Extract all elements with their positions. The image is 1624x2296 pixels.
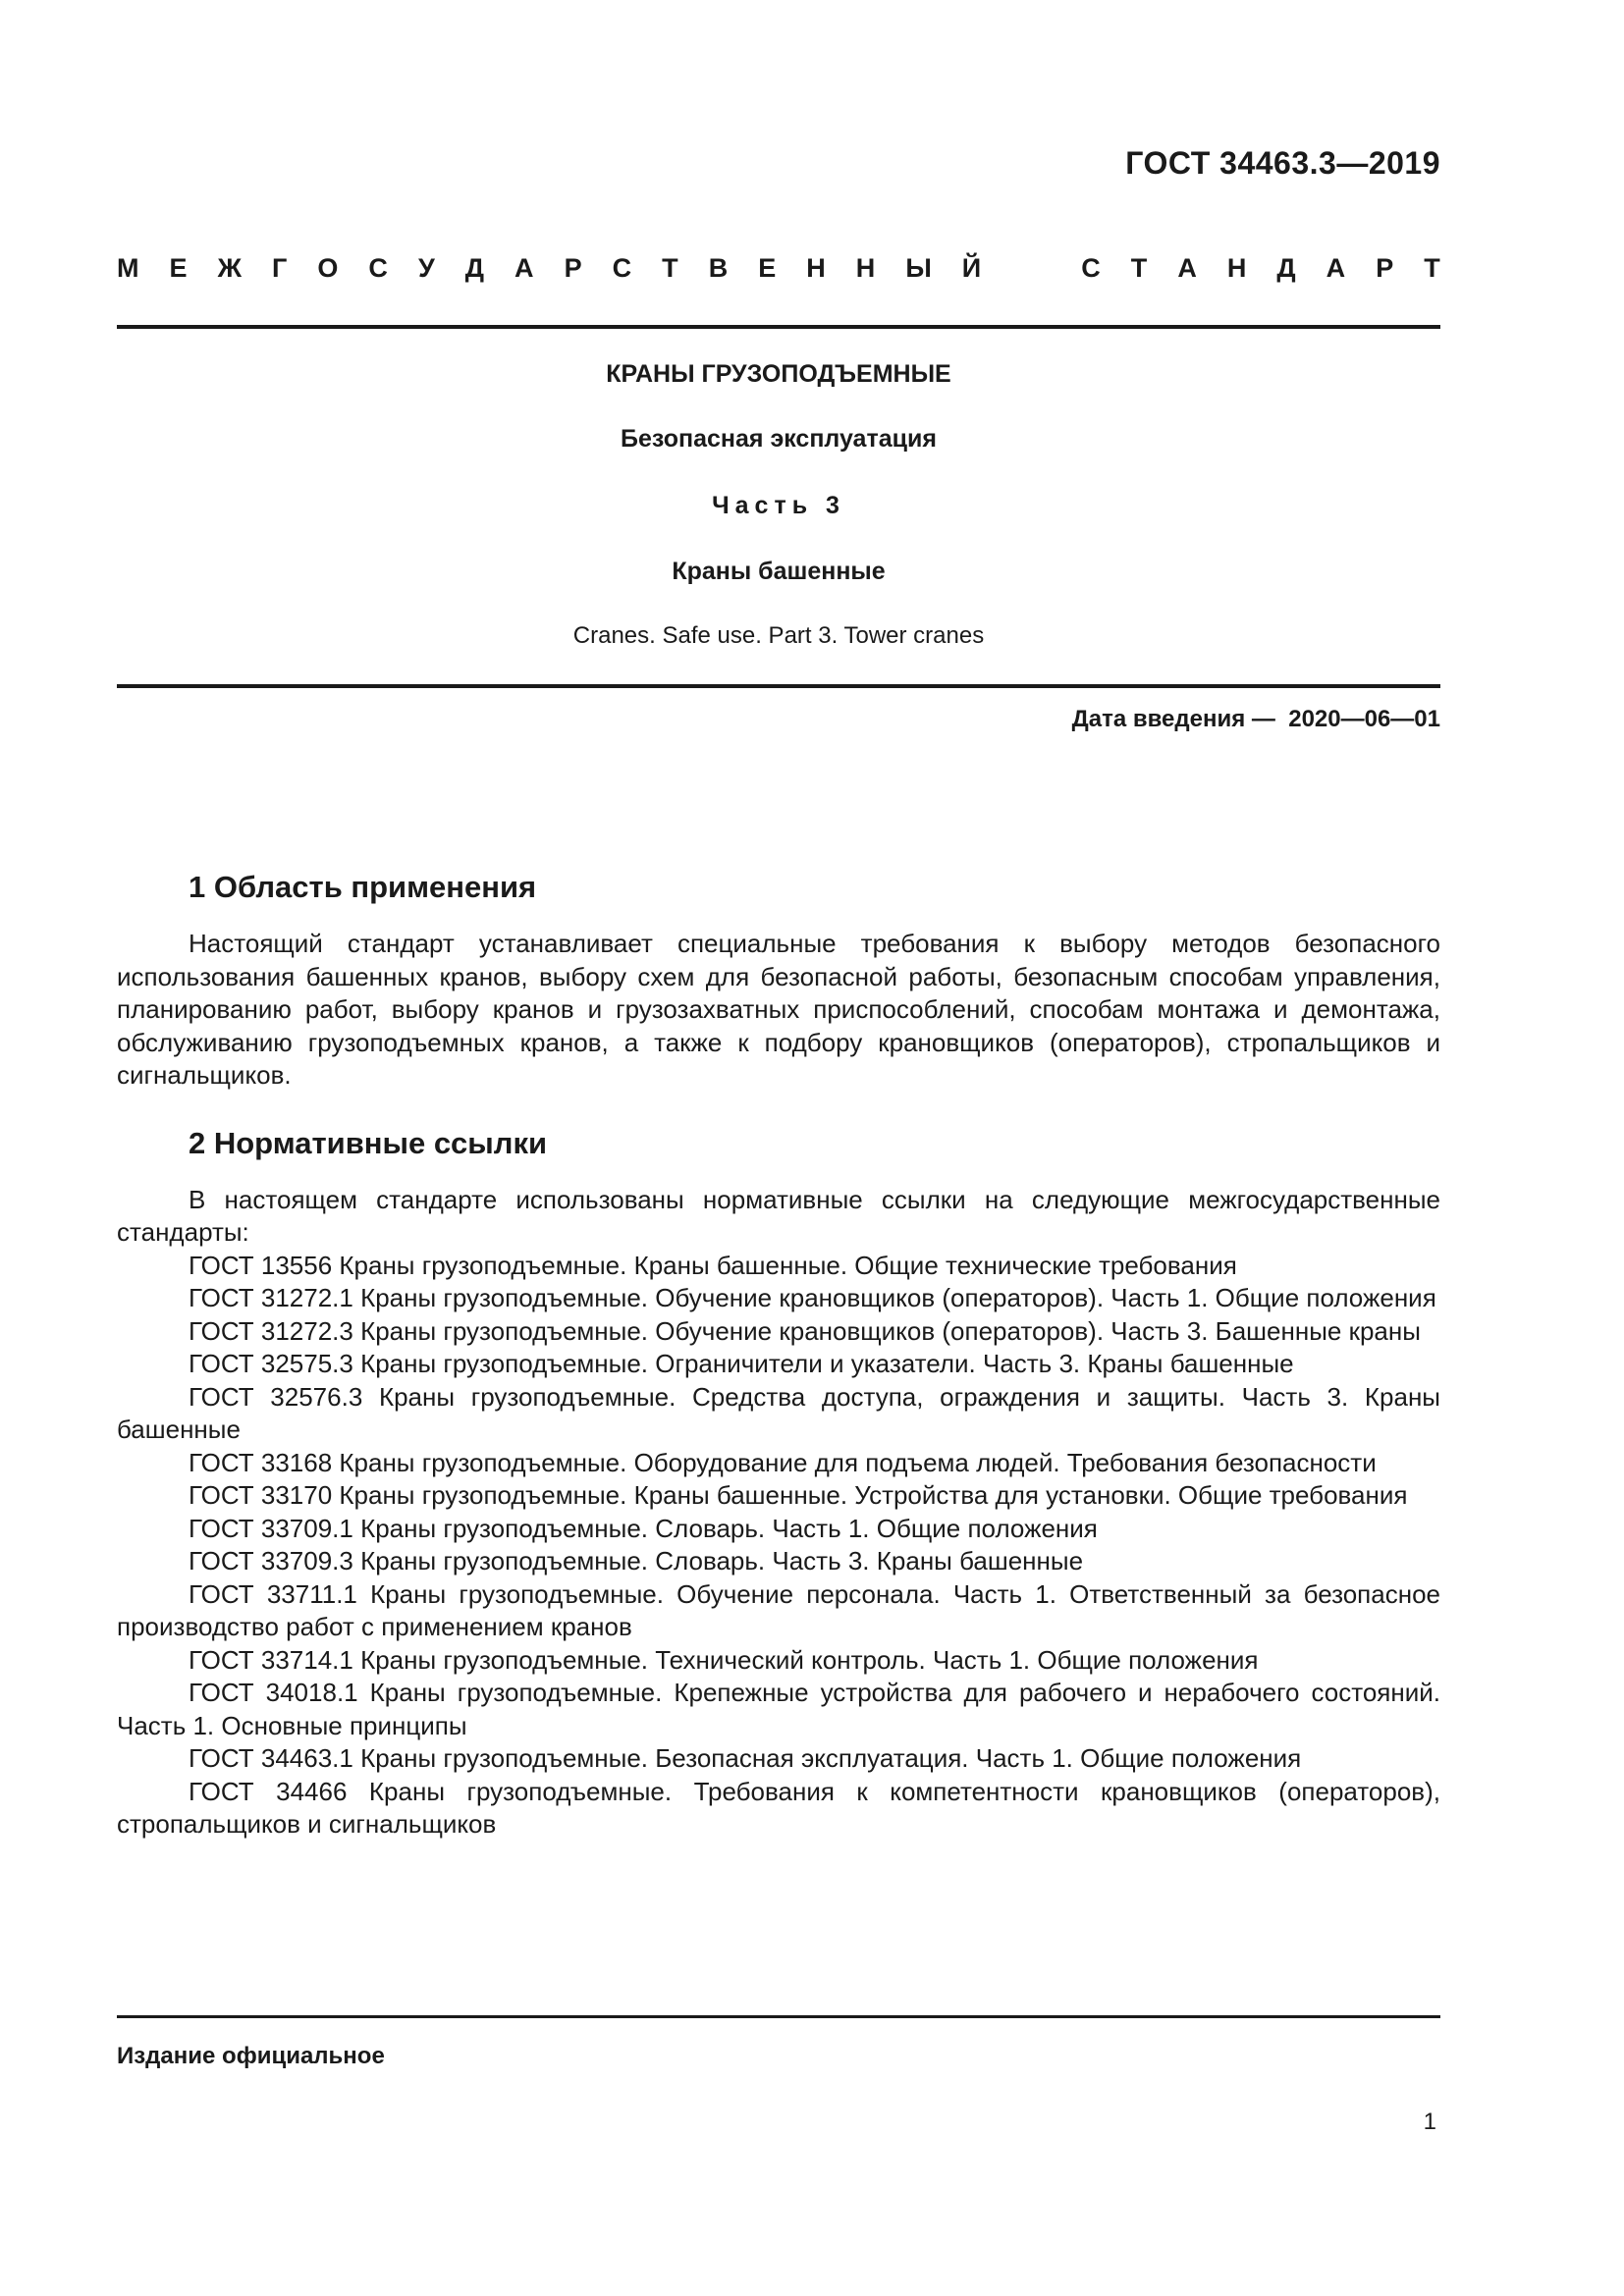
introduction-date: Дата введения — 2020—06—01 (1071, 706, 1440, 732)
standard-kind-letter: А (514, 253, 534, 283)
official-edition-label: Издание официальное (117, 2043, 385, 2069)
standard-kind-letter: Д (464, 253, 485, 283)
standard-kind-letter: В (708, 253, 729, 283)
footer-divider (117, 2015, 1440, 2018)
standard-kind-letter: Н (855, 253, 876, 283)
document-body (117, 870, 1440, 1842)
english-title: Cranes. Safe use. Part 3. Tower cranes (572, 622, 985, 649)
standard-kind-letter: А (1326, 253, 1346, 283)
standard-kind-heading (117, 250, 1440, 286)
references-list (117, 1250, 1440, 1842)
reference-item: ГОСТ 33709.3 Краны грузоподъемные. Словарь. Часть 3. Краны башенные (189, 1546, 1084, 1575)
reference-item: ГОСТ 33711.1 Краны грузоподъемные. Обучение персонала. Часть 1. Ответственный за безопасное производство работ с применением кранов (117, 1578, 1440, 1641)
reference-item: ГОСТ 33168 Краны грузоподъемные. Оборудование для подъема людей. Требования безопасности (189, 1447, 1377, 1477)
standard-kind-letter: Ы (905, 253, 932, 283)
reference-item: ГОСТ 34018.1 Краны грузоподъемные. Крепежные устройства для рабочего и нерабочего состояний. Часть 1. Основные принципы (117, 1678, 1440, 1740)
standard-kind-letter: Т (1424, 253, 1440, 283)
standard-kind-letter: Н (806, 253, 826, 283)
document-page (117, 0, 1440, 2296)
reference-item: ГОСТ 31272.1 Краны грузоподъемные. Обучение крановщиков (операторов). Часть 1. Общие положения (189, 1283, 1436, 1312)
reference-item: ГОСТ 34466 Краны грузоподъемные. Требования к компетентности крановщиков (операторов), стропальщиков и сигнальщиков (117, 1776, 1440, 1839)
document-number: ГОСТ 34463.3—2019 (1125, 145, 1440, 181)
reference-item: ГОСТ 34463.1 Краны грузоподъемные. Безопасная эксплуатация. Часть 1. Общие положения (189, 1743, 1302, 1773)
reference-item: ГОСТ 32576.3 Краны грузоподъемные. Средства доступа, ограждения и защиты. Часть 3. Краны башенные (117, 1381, 1440, 1444)
word-gap (1011, 250, 1051, 286)
reference-item: ГОСТ 31272.3 Краны грузоподъемные. Обучение крановщиков (операторов). Часть 3. Башенные краны (189, 1315, 1421, 1346)
top-divider (117, 325, 1440, 329)
reference-item: ГОСТ 33170 Краны грузоподъемные. Краны башенные. Устройства для установки. Общие требования (189, 1480, 1408, 1510)
standard-kind-letter: Т (1130, 253, 1148, 283)
reference-item: ГОСТ 13556 Краны грузоподъемные. Краны башенные. Общие технические требования (189, 1250, 1237, 1280)
section-2-intro: В настоящем стандарте использованы нормативные ссылки на следующие межгосударственные стандарты: (117, 1184, 1440, 1247)
standard-kind-letter: С (368, 253, 388, 283)
document-title: КРАНЫ ГРУЗОПОДЪЕМНЫЕ (606, 360, 951, 388)
document-part-name: Краны башенные (672, 558, 886, 585)
section-1-title: 1 Область применения (189, 870, 537, 904)
section-1-text: Настоящий стандарт устанавливает специальные требования к выбору методов безопасного использования башенных кранов, выбору схем для безопасной работы, безопасным способам управления, планированию работ, выбору кранов и грузозахватных приспособлений, способам монтажа и демонтажа, обслуживанию грузоподъемных кранов, а также к подбору крановщиков (операторов), стропальщиков и сигнальщиков. (117, 929, 1440, 1090)
section-2-title: 2 Нормативные ссылки (189, 1125, 548, 1160)
standard-kind-letter: Г (272, 253, 288, 283)
standard-kind-letter: У (417, 253, 435, 283)
standard-kind-letter: М (117, 253, 139, 283)
standard-kind-letter: Е (758, 253, 777, 283)
reference-item: ГОСТ 33709.1 Краны грузоподъемные. Словарь. Часть 1. Общие положения (189, 1513, 1098, 1543)
reference-item: ГОСТ 32575.3 Краны грузоподъемные. Ограничители и указатели. Часть 3. Краны башенные (189, 1349, 1294, 1378)
standard-kind-letter: Е (169, 253, 188, 283)
standard-kind-letter: Р (1376, 253, 1394, 283)
reference-item: ГОСТ 33714.1 Краны грузоподъемные. Технический контроль. Часть 1. Общие положения (189, 1644, 1259, 1675)
standard-kind-letter: Ж (217, 253, 242, 283)
standard-kind-letter: О (317, 253, 339, 283)
page-number: 1 (1423, 2109, 1436, 2135)
standard-kind-letter: Й (961, 253, 982, 283)
standard-kind-letter: Т (662, 253, 678, 283)
title-divider (117, 684, 1440, 688)
standard-kind-letter: Д (1276, 253, 1296, 283)
document-part: Часть 3 (712, 492, 845, 519)
standard-kind-letter: Р (564, 253, 582, 283)
standard-kind-letter: А (1177, 253, 1197, 283)
document-subtitle: Безопасная эксплуатация (621, 425, 937, 453)
standard-kind-letter: С (1081, 253, 1101, 283)
standard-kind-letter: С (612, 253, 632, 283)
standard-kind-letter: Н (1226, 253, 1247, 283)
